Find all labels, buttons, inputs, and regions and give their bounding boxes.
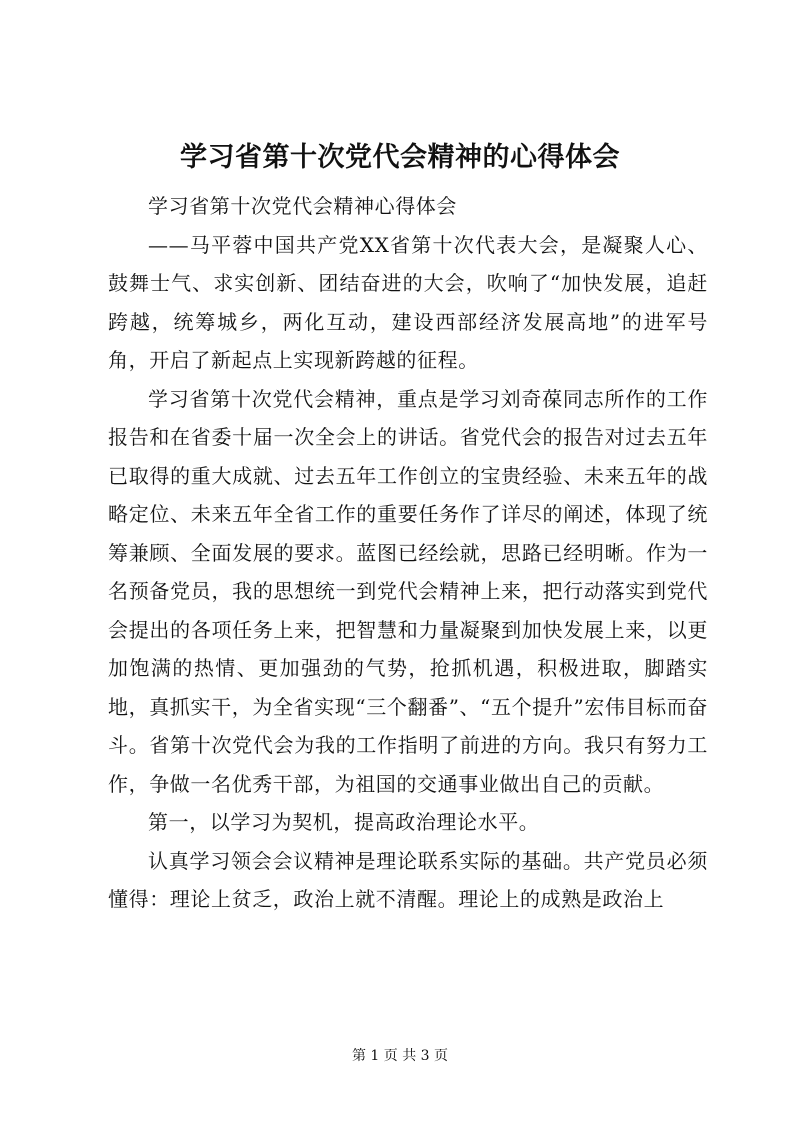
page-footer: 第 1 页 共 3 页 (351, 1048, 449, 1064)
paragraph-study: 认真学习领会会议精神是理论联系实际的基础。共产党员必须懂得：理论上贫乏，政治上就不清醒。理论上的成熟是政治上 (108, 848, 708, 911)
document-title: 学习省第十次党代会精神的心得体会 (180, 142, 620, 173)
paragraph-subtitle: 学习省第十次党代会精神心得体会 (148, 194, 457, 218)
paragraph-point-one: 第一，以学习为契机，提高政治理论水平。 (148, 810, 540, 834)
paragraph-intro: ——马平蓉中国共产党XX省第十次代表大会，是凝聚人心、鼓舞士气、求实创新、团结奋进的大会，吹响了“加快发展，追赶跨越，统筹城乡，两化互动，建设西部经济发展高地”的进军号角，开启了新起点上实现新跨越的征程。 (108, 232, 708, 372)
document-body (108, 187, 708, 919)
paragraph-main: 学习省第十次党代会精神，重点是学习刘奇葆同志所作的工作报告和在省委十届一次全会上的讲话。省党代会的报告对过去五年已取得的重大成就、过去五年工作创立的宝贵经验、未来五年的战略定位、未来五年全省工作的重要任务作了详尽的阐述，体现了统筹兼顾、全面发展的要求。蓝图已经绘就，思路已经明晰。作为一名预备党员，我的思想统一到党代会精神上来，把行动落实到党代会提出的各项任务上来，把智慧和力量凝聚到加快发展上来，以更加饱满的热情、更加强劲的气势，抢抓机遇，积极进取，脚踏实地，真抓实干，为全省实现“三个翻番”、“五个提升”宏伟目标而奋斗。省第十次党代会为我的工作指明了前进的方向。我只有努力工作，争做一名优秀干部，为祖国的交通事业做出自己的贡献。 (108, 386, 708, 796)
